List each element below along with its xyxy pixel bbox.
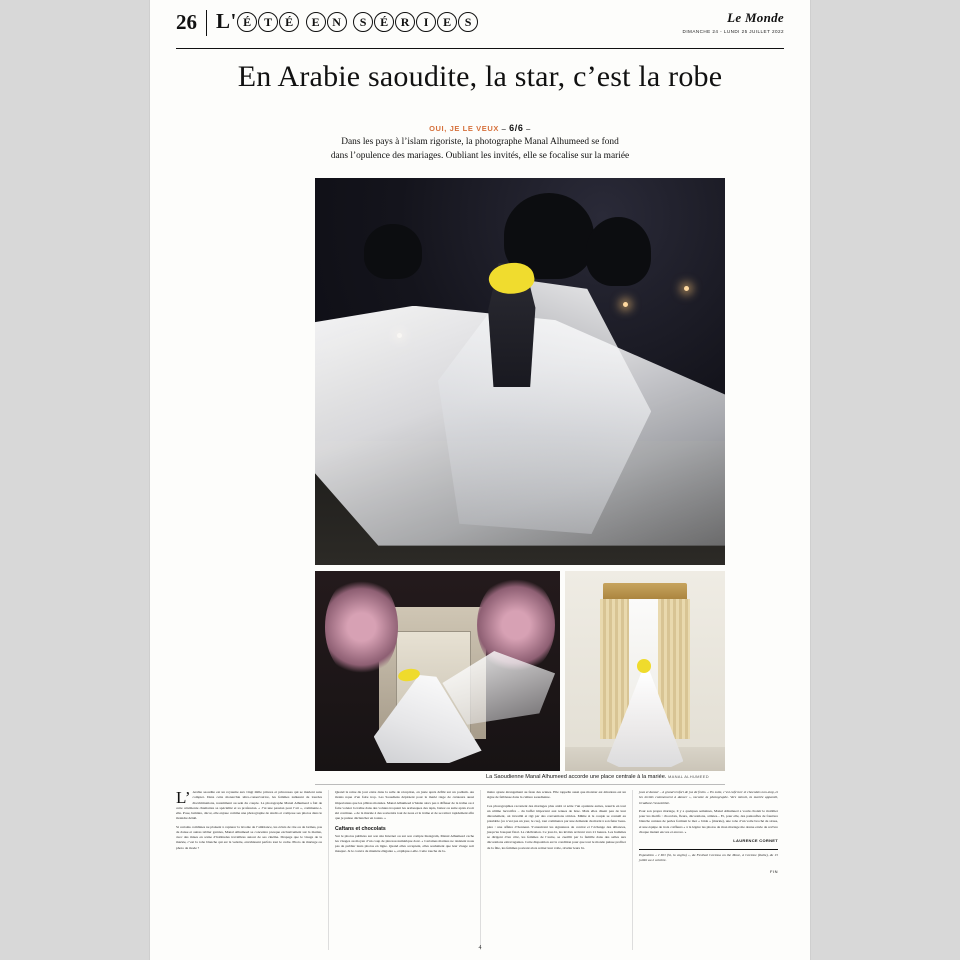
folio-number: 26 xyxy=(176,10,197,34)
kicker-count: 6/6 xyxy=(509,123,524,133)
paragraph: Sur le photos publiées sur son site Internet ou sur son compte Instagram, Manal Alhumeed cache les visages au moyen d’un coup de pinceau numérique doré. « Certaines mariées ne résistent nous pas de publier leurs photos en ligne. Quand elles acceptent, elles souhaitent que leur visage soit masqué. Je le couvre de manière élégante », explique-t-elle. Cette touche de la- xyxy=(335,833,474,854)
page-number: 4 xyxy=(478,945,482,951)
kicker-dash: – xyxy=(501,124,507,133)
paragraph-text: Arabie saoudite est un royaume aux vingt mille princes et princesses qui se marient sans compter. Dans cette monarchie ultra-conservatrice, les femmes zulkeunt de lourdes discriminations, notamment au sein du couple. La photographe Manal Alhumeed a fait de cette cérémonie chamarrée sa spécialité et sa profession. « J’ai une passion pour l’art », commente-t-elle. Pose, lumière, décor, elle enjoue comme une photographe de studio et compose ses photos dans le moindre détail. xyxy=(176,790,322,821)
masthead xyxy=(176,10,784,49)
end-label: FIN xyxy=(770,868,778,874)
subheading: Caftans et chocolats xyxy=(335,825,386,832)
series-letter: E xyxy=(437,12,457,32)
series-letter: R xyxy=(395,12,415,32)
series-letter: T xyxy=(258,12,278,32)
secondary-photo-right xyxy=(565,571,725,771)
main-photo xyxy=(315,178,725,565)
caption-text: La Saoudienne Manal Alhumeed accorde une place centrale à la mariée. xyxy=(486,774,667,780)
series-title xyxy=(216,10,664,33)
body-column-2 xyxy=(328,790,480,950)
body-column-4 xyxy=(632,790,784,950)
issue-date: DIMANCHE 24 - LUNDI 25 JUILLET 2022 xyxy=(682,29,784,34)
newspaper-page xyxy=(150,0,810,960)
standfirst-line-1: Dans les pays à l’islam rigoriste, la photographe Manal Alhumeed se fond xyxy=(341,137,619,147)
standfirst xyxy=(236,136,724,163)
byline: LAURENCE CORNET xyxy=(733,838,778,843)
flower-arch xyxy=(325,575,399,679)
caption-rule xyxy=(315,784,725,785)
body-column-3 xyxy=(480,790,632,950)
series-word-1: L' xyxy=(216,9,237,33)
kicker-label: OUI, JE LE VEUX xyxy=(429,124,499,133)
kicker-dash: – xyxy=(526,124,531,133)
series-letter: I xyxy=(416,12,436,32)
series-letter: É xyxy=(279,12,299,32)
info-box xyxy=(639,849,778,864)
palm-tree-icon xyxy=(364,224,421,278)
brand-logo: Le Monde xyxy=(727,10,784,25)
drop-cap: L’ xyxy=(176,788,191,807)
palm-tree-icon xyxy=(586,217,652,287)
paragraph: joux et danser – à grand renfort de jus de fruits. « En suite, c’est café turc et chocolats non-stop, et les invités commencent à danser », raconte la photographe. Vers minuit, la mariée apparaît, irradiant l’assemblée. xyxy=(639,790,778,805)
paragraph: Ces photographies racontent des mariages plus arabi si série l’un opulente autres, nourris en tout un ultime lucratifve – du buffet important aux tenues de luxe. Mais elles disent peu de leur déroulement, où travaillé et rigi par des conventions strictes. Même si le couple se connaît au préalable (ce n’est pas un jour, le cas), tout commence par une demande du marié à son futur beau-père : une affaire d’honneur. S’ensuivent les signatures de contrat et l’échange des alliances, jusqu’au bouquet final. La célébration. Ce jour-là, les invités arrivent vers 21 heures. Les hommes se dirigent d’un côté, les femmes de l’autre, se cueillir par la famille dans des salles aux décorations extravagantes. Cette disposition est la condition pour que tout le monde puisse profiter de la fête, les femmes pouvant alors retirer leur voile, révéler leurs bi- xyxy=(487,803,626,850)
street-lamp-light xyxy=(623,302,628,307)
paragraph: maire ajoute étrangement au faste des scènes. Elle rappelle aussi que montrer est émotions est un signe de faiblesse dans la culture saoudienne. xyxy=(487,790,626,800)
photo-caption xyxy=(470,774,725,780)
page-title: En Arabie saoudite, la star, c’est la robe xyxy=(237,60,723,93)
paragraph xyxy=(176,790,322,822)
caption-credit: MANAL ALHUMEED xyxy=(667,774,709,779)
end-marker xyxy=(639,869,778,874)
kicker xyxy=(176,123,784,133)
folio-divider xyxy=(206,10,207,36)
series-letter: S xyxy=(458,12,478,32)
series-letter: É xyxy=(237,12,257,32)
series-letter: S xyxy=(353,12,373,32)
series-letter: É xyxy=(374,12,394,32)
body-column-1 xyxy=(176,790,328,950)
secondary-photo-left xyxy=(315,571,560,771)
paragraph: Quand la reine du jour entre dans la salle de réception, en juste après défilé sur un podium. Au moins nque d’en faire trop. Les Saoudiens déploient pour la marié riage de créateurs aussi importantes que les plâtres montées. Manal Alhumeed n’hésite alors pas à diffuser de la traîne ou à faire voleter la traîne dans des volutes troquant les arabesques des tapis, battez ou suite après avoir été continue. « de la mariée à des souvenirs tout de nous et la traîne et de se retirer rapidement afin que je puisse déclencher en toutes. » xyxy=(335,790,474,821)
brand-block xyxy=(664,10,784,34)
info-box-text: Exposition « I DO (Si, lo voglio) », du Festival Cortona on the Move, à Cortone (Italie), du 15 juillet au 2 octobre. xyxy=(639,853,778,863)
paragraph: Pour son propre mariage, il y a quelques semaines, Manal Alhumeed a voulu choisir le mobilier pour les motifs : chocolats, fleurs, décorations, artistes... Et, pour elle, des pantoufles de fourrure blanche cernées de perles formant le mot « bride » (mariée), une robe d’un voile broché de strass, et une équipe de trois coiffeurs « à la légère les photos de mon mariage me donne envie de revivre chaque instant encore et encore. » xyxy=(639,808,778,834)
series-letter: E xyxy=(306,12,326,32)
paragraph: Si certains combines ne plaisent à capturer la lavolée de l’ambiance, les éclats de rire ou de larmes, pas de danse et autres tablier garnies, Manal Alhumeed se concentre presque exclusivement sur la mariée, avec des mises en scène d’habitudes travaillées autour de ses cinéma. Drapage que le visage de la mariée, c’est la robe blanche qui est la vedette, envahissant parfois tout le cadre. Photo de mariage ou photo de mode ? xyxy=(176,824,322,850)
standfirst-line-2: dans l’opulence des mariages. Oubliant les invités, elle se focalise sur la mariée xyxy=(330,150,630,161)
series-letter: N xyxy=(327,12,347,32)
body-columns xyxy=(176,790,784,950)
